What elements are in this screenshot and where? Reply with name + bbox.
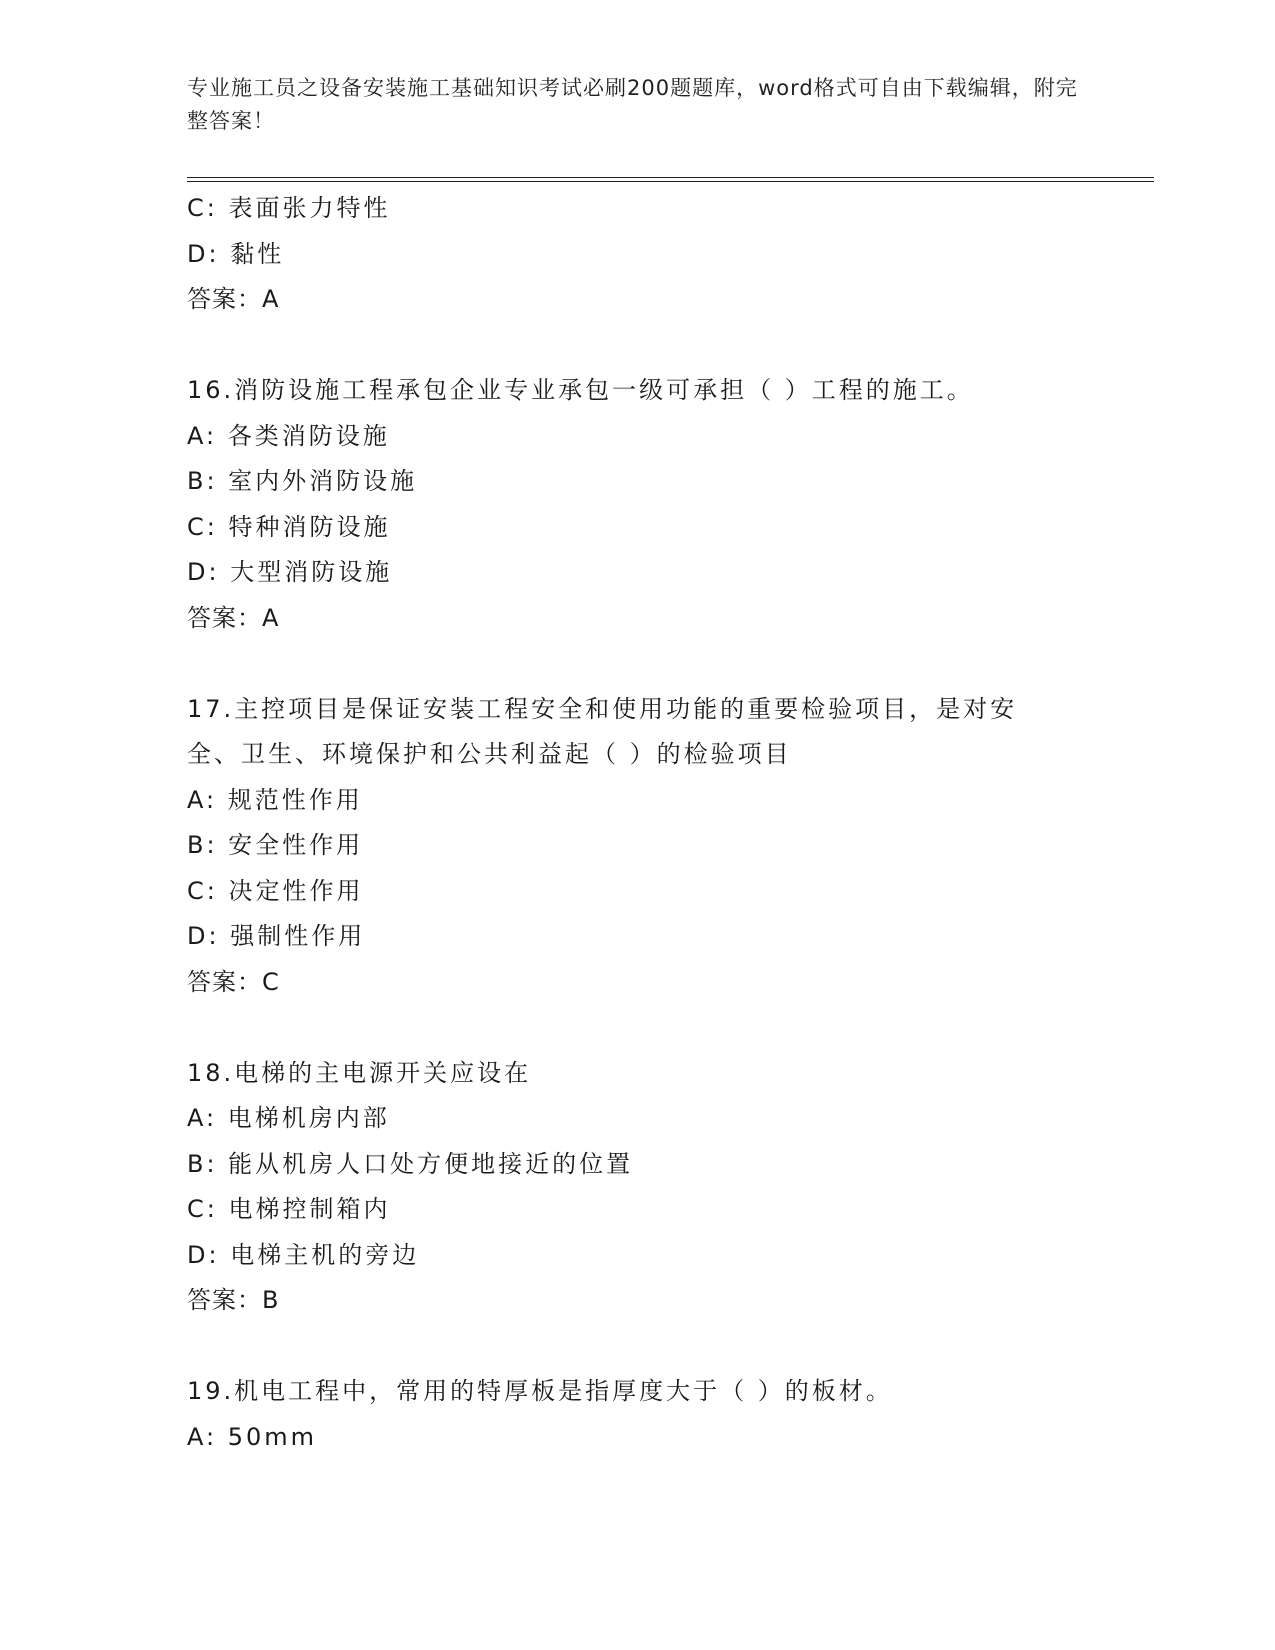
option-b: B: 能从机房人口处方便地接近的位置	[187, 1149, 634, 1178]
document-header: 专业施工员之设备安装施工基础知识考试必刷200题题库，word格式可自由下载编辑，附完整答案！	[187, 76, 1078, 133]
option-a: A: 各类消防设施	[187, 421, 390, 450]
question-stem: 16.消防设施工程承包企业专业承包一级可承担（ ）工程的施工。	[187, 376, 974, 404]
option-d: D: 黏性	[187, 239, 285, 268]
option-c: C: 特种消防设施	[187, 512, 391, 541]
option-a: A: 电梯机房内部	[187, 1104, 390, 1132]
answer: 答案：A	[187, 285, 280, 313]
header-divider-top	[187, 177, 1154, 178]
question-stem: 17.主控项目是保证安装工程安全和使用功能的重要检验项目，是对安	[187, 694, 1018, 723]
answer: 答案：C	[187, 967, 280, 996]
option-a: A: 50mm	[187, 1422, 318, 1451]
answer: 答案：A	[187, 603, 280, 632]
header-divider-bottom	[187, 181, 1154, 182]
option-c: C: 决定性作用	[187, 876, 364, 905]
option-b: B: 室内外消防设施	[187, 467, 418, 495]
option-a: A: 规范性作用	[187, 785, 363, 814]
option-d: D: 大型消防设施	[187, 558, 393, 586]
question-list	[187, 186, 1107, 1460]
option-d: D: 电梯主机的旁边	[187, 1240, 420, 1269]
option-b: B: 安全性作用	[187, 831, 364, 859]
question-stem: 18.电梯的主电源开关应设在	[187, 1058, 532, 1087]
option-c: C: 表面张力特性	[187, 194, 391, 222]
option-d: D: 强制性作用	[187, 922, 366, 950]
option-c: C: 电梯控制箱内	[187, 1195, 391, 1223]
answer: 答案：B	[187, 1286, 280, 1314]
question-stem: 19.机电工程中，常用的特厚板是指厚度大于（ ）的板材。	[187, 1377, 893, 1405]
question-stem-continued: 全、卫生、环境保护和公共利益起（ ）的检验项目	[187, 740, 792, 768]
